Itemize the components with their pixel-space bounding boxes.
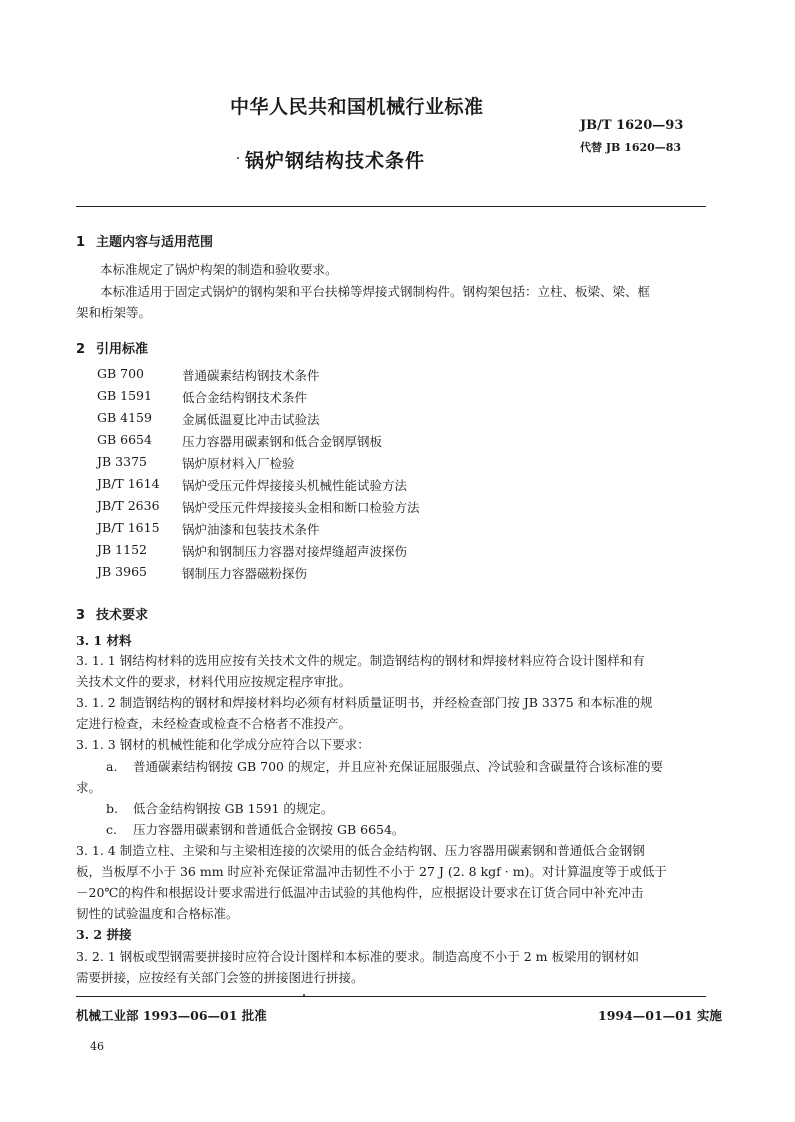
item-c-label: c. bbox=[106, 822, 117, 837]
ref-name: 锅炉原材料入厂检验 bbox=[182, 456, 295, 471]
scan-speck bbox=[237, 157, 239, 159]
document-title: 锅炉钢结构技术条件 bbox=[245, 150, 426, 172]
ref-code: JB 3375 bbox=[97, 454, 147, 469]
page-number: 46 bbox=[90, 1040, 104, 1053]
header-divider bbox=[76, 206, 706, 207]
item-b-text: 低合金结构钢按 GB 1591 的规定。 bbox=[133, 801, 334, 816]
ref-code: JB/T 1615 bbox=[97, 520, 160, 535]
section-1-heading bbox=[76, 231, 213, 250]
section-2-number: 2 bbox=[76, 342, 86, 357]
ref-name: 锅炉受压元件焊接接头金相和断口检验方法 bbox=[182, 500, 420, 515]
section-1-number: 1 bbox=[76, 235, 86, 250]
replaces-standard: 代替 JB 1620—83 bbox=[580, 141, 682, 154]
clause-3-1-1-line-1: 3. 1. 1 钢结构材料的选用应按有关技术文件的规定。制造钢结构的钢材和焊接材料应符合设计图样和有 bbox=[76, 653, 645, 668]
section-3-number: 3 bbox=[76, 608, 86, 623]
section-3-heading bbox=[76, 604, 148, 623]
clause-3-2-1-line-2: 需要拼接，应按经有关部门会签的拼接图进行拼接。 bbox=[76, 970, 364, 985]
ref-name: 压力容器用碳素钢和低合金钢厚钢板 bbox=[182, 434, 383, 449]
ref-code: GB 700 bbox=[97, 366, 145, 381]
ref-name: 锅炉油漆和包装技术条件 bbox=[182, 522, 320, 537]
ref-code: JB 3965 bbox=[97, 564, 147, 579]
issuing-authority: 中华人民共和国机械行业标准 bbox=[230, 96, 484, 118]
effective-date: 1994—01—01 实施 bbox=[598, 1008, 722, 1023]
item-a-text: 普通碳素结构钢按 GB 700 的规定，并且应补充保证屈服强点、冷试验和含碳量符合该标准的要 bbox=[133, 759, 663, 774]
ref-name: 普通碳素结构钢技术条件 bbox=[182, 368, 320, 383]
ref-name: 低合金结构钢技术条件 bbox=[182, 390, 308, 405]
item-a-label: a. bbox=[106, 759, 118, 774]
ref-code: JB/T 1614 bbox=[97, 476, 160, 491]
clause-3-1-4-line-2: 板，当板厚不小于 36 mm 时应补充保证常温冲击韧性不小于 27 J (2. 8 kgf · m)。对计算温度等于或低于 bbox=[76, 864, 667, 879]
section-2-title: 引用标准 bbox=[96, 342, 149, 357]
clause-3-1-4-line-4: 韧性的试验温度和合格标准。 bbox=[76, 906, 239, 921]
ref-code: JB 1152 bbox=[97, 542, 147, 557]
ref-name: 锅炉受压元件焊接接头机械性能试验方法 bbox=[182, 478, 408, 493]
ref-code: GB 1591 bbox=[97, 388, 152, 403]
section-1-title: 主题内容与适用范围 bbox=[96, 235, 214, 250]
ref-name: 金属低温夏比冲击试验法 bbox=[182, 412, 320, 427]
ref-code: GB 6654 bbox=[97, 432, 152, 447]
item-c-text: 压力容器用碳素钢和普通低合金钢按 GB 6654。 bbox=[133, 822, 405, 837]
item-a-continuation: 求。 bbox=[76, 780, 102, 795]
clause-3-1-3: 3. 1. 3 钢材的机械性能和化学成分应符合以下要求： bbox=[76, 737, 370, 752]
section-3-title: 技术要求 bbox=[96, 608, 149, 623]
clause-3-2-heading: 3. 2 拼接 bbox=[76, 927, 132, 942]
scan-speck bbox=[303, 994, 305, 996]
ref-code: GB 4159 bbox=[97, 410, 152, 425]
section-2-heading bbox=[76, 338, 148, 357]
ref-name: 锅炉和钢制压力容器对接焊缝超声波探伤 bbox=[182, 544, 408, 559]
clause-3-1-2-line-1: 3. 1. 2 制造钢结构的钢材和焊接材料均必须有材料质量证明书，并经检查部门按 JB 3375 和本标准的规 bbox=[76, 695, 653, 710]
item-b-label: b. bbox=[106, 801, 118, 816]
s1-paragraph-2-line-2: 架和桁架等。 bbox=[76, 305, 152, 320]
clause-3-1-1-line-2: 关技术文件的要求，材料代用应按规定程序审批。 bbox=[76, 674, 352, 689]
approval-date: 机械工业部 1993—06—01 批准 bbox=[76, 1008, 267, 1023]
clause-3-1-2-line-2: 定进行检查，未经检查或检查不合格者不准投产。 bbox=[76, 716, 352, 731]
standard-number: JB/T 1620—93 bbox=[580, 118, 684, 133]
s1-paragraph-1: 本标准规定了锅炉构架的制造和验收要求。 bbox=[100, 262, 338, 277]
clause-3-1-4-line-1: 3. 1. 4 制造立柱、主梁和与主梁相连接的次梁用的低合金结构钢、压力容器用碳素钢和普通低合金钢钢 bbox=[76, 843, 645, 858]
ref-name: 钢制压力容器磁粉探伤 bbox=[182, 566, 308, 581]
clause-3-2-1-line-1: 3. 2. 1 钢板或型钢需要拼接时应符合设计图样和本标准的要求。制造高度不小于 2 m 板梁用的钢材如 bbox=[76, 949, 639, 964]
footer-divider bbox=[76, 996, 706, 997]
clause-3-1-heading: 3. 1 材料 bbox=[76, 633, 132, 648]
ref-code: JB/T 2636 bbox=[97, 498, 160, 513]
clause-3-1-4-line-3: －20℃的构件和根据设计要求需进行低温冲击试验的其他构件，应根据设计要求在订货合同中补充冲击 bbox=[76, 885, 644, 900]
s1-paragraph-2-line-1: 本标准适用于固定式锅炉的钢构架和平台扶梯等焊接式钢制构件。钢构架包括：立柱、板梁、梁、框 bbox=[100, 284, 651, 299]
